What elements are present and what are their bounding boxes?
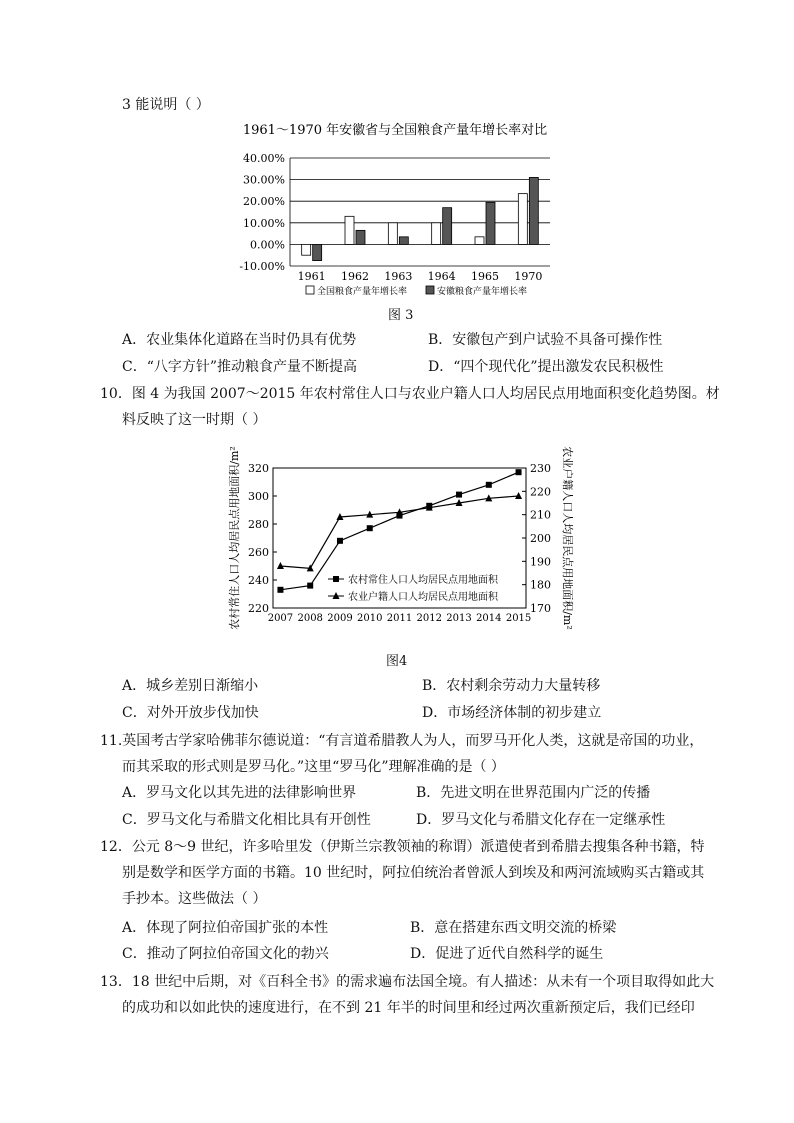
x-tick-label: 2008 xyxy=(297,613,323,624)
right-tick-label: 230 xyxy=(530,462,551,475)
y-tick-label: 40.00% xyxy=(243,152,285,165)
x-tick-label: 2014 xyxy=(476,613,502,624)
legend-marker-square xyxy=(333,576,339,582)
q12-stem-line2: 别是数学和医学方面的书籍。10 世纪时，阿拉伯统治者曾派人到埃及和两河流域购买古籍或其 xyxy=(122,865,705,881)
y-tick-label: 30.00% xyxy=(243,173,285,187)
x-tick-label: 2012 xyxy=(416,613,442,624)
marker-square xyxy=(486,482,492,488)
left-tick-label: 220 xyxy=(248,602,269,615)
marker-triangle xyxy=(277,562,284,569)
chart-title: 1961～1970 年安徽省与全国粮食产量年增长率对比 xyxy=(242,123,548,138)
x-tick-label: 1963 xyxy=(384,270,413,283)
land-area-line-chart xyxy=(228,440,574,640)
q13-stem-line2: 的成功和以如此快的速度进行，在不到 21 年半的时间里和经过两次重新预定后，我们已经印 xyxy=(122,1000,695,1016)
bar-anhui xyxy=(529,177,538,244)
y-tick-label: 0.00% xyxy=(250,238,285,252)
q11-option-b[interactable]: B．先进文明在世界范围内广泛的传播 xyxy=(416,785,651,801)
figure3-label: 图 3 xyxy=(388,308,414,323)
right-tick-label: 220 xyxy=(530,485,551,499)
bar-national xyxy=(345,216,354,244)
line-rural-resident xyxy=(280,472,518,590)
bar-anhui xyxy=(399,237,408,245)
q10-stem-line1: 10．图 4 为我国 2007～2015 年农村常住人口与农业户籍人口人均居民点用地面积变化趋势图。材 xyxy=(100,386,720,402)
marker-square xyxy=(337,538,343,544)
q10-option-d[interactable]: D．市场经济体制的初步建立 xyxy=(422,705,602,721)
q10-option-b[interactable]: B．农村剩余劳动力大量转移 xyxy=(422,678,601,694)
x-tick-label: 2013 xyxy=(446,613,472,624)
x-tick-label: 1964 xyxy=(427,270,456,283)
legend-swatch-anhui xyxy=(426,286,434,294)
bar-national xyxy=(475,237,484,245)
left-tick-label: 300 xyxy=(248,490,269,503)
q11-option-a[interactable]: A．罗马文化以其先进的法律影响世界 xyxy=(122,785,357,801)
x-tick-label: 2015 xyxy=(505,613,532,624)
q10-option-a[interactable]: A．城乡差别日渐缩小 xyxy=(122,678,259,694)
q11-option-d[interactable]: D．罗马文化与希腊文化存在一定继承性 xyxy=(416,812,666,828)
bar-national xyxy=(432,223,441,245)
legend-label-national: 全国粮食产量年增长率 xyxy=(317,287,408,297)
x-tick-label: 1965 xyxy=(471,270,499,283)
marker-square xyxy=(367,525,373,531)
line-agri-registered xyxy=(280,496,518,568)
marker-triangle xyxy=(515,492,522,499)
bar-national xyxy=(302,244,311,255)
right-tick-label: 170 xyxy=(530,602,551,615)
bar-anhui xyxy=(356,230,365,244)
q9-option-c[interactable]: C．“八字方针”推动粮食产量不断提高 xyxy=(122,359,358,375)
legend-label-rural: 农村常住人口人均居民点用地面积 xyxy=(348,575,498,586)
x-tick-label: 1970 xyxy=(514,270,543,283)
right-tick-label: 210 xyxy=(530,508,551,522)
legend-label-agri: 农业户籍人口人均居民点用地面积 xyxy=(348,592,498,603)
q10-option-c[interactable]: C．对外开放步伐加快 xyxy=(122,705,259,721)
bar-anhui xyxy=(313,244,322,260)
right-tick-label: 180 xyxy=(530,578,551,592)
left-tick-label: 260 xyxy=(248,546,269,559)
q13-stem-line1: 13．18 世纪中后期，对《百科全书》的需求遍布法国全境。有人描述：从未有一个项目取得如此大 xyxy=(100,974,715,990)
q10-stem-line2: 料反映了这一时期（ ） xyxy=(122,412,267,428)
x-tick-label: 2011 xyxy=(386,613,413,624)
left-tick-label: 280 xyxy=(248,518,269,531)
bar-anhui xyxy=(486,202,495,244)
q11-stem-line1: 11.英国考古学家哈佛菲尔德说道：“有言道希腊教人为人，而罗马开化人类，这就是帝国的功业， xyxy=(100,733,704,749)
q12-stem-line1: 12．公元 8～9 世纪，许多哈里发（伊斯兰宗教领袖的称谓）派遣使者到希腊去搜集各种书籍，特 xyxy=(100,839,705,855)
q11-option-c[interactable]: C．罗马文化与希腊文化相比具有开创性 xyxy=(122,812,371,828)
x-tick-label: 2010 xyxy=(357,613,383,624)
bar-national xyxy=(518,194,527,245)
bar-anhui xyxy=(443,208,452,245)
legend-label-anhui: 安徽粮食产量年增长率 xyxy=(437,287,528,297)
y-tick-label: 20.00% xyxy=(243,195,285,209)
q9-option-b[interactable]: B．安徽包产到户试验不具备可操作性 xyxy=(428,332,663,348)
q12-option-a[interactable]: A．体现了阿拉伯帝国扩张的本性 xyxy=(122,920,329,936)
right-tick-label: 190 xyxy=(530,555,551,569)
x-tick-label: 1961 xyxy=(297,270,326,283)
x-tick-label: 1962 xyxy=(341,270,369,283)
q9-stem-tail: 3 能说明（ ） xyxy=(122,97,210,113)
x-tick-label: 2007 xyxy=(267,613,294,624)
legend-swatch-national xyxy=(306,286,314,294)
left-tick-label: 240 xyxy=(248,574,269,587)
marker-square xyxy=(307,583,313,589)
q12-stem-line3: 手抄本。这些做法（ ） xyxy=(122,891,267,907)
marker-square xyxy=(456,492,462,498)
q9-option-d[interactable]: D．“四个现代化”提出激发农民积极性 xyxy=(428,359,664,375)
q9-option-a[interactable]: A．农业集体化道路在当时仍具有优势 xyxy=(122,332,357,348)
q12-option-d[interactable]: D．促进了近代自然科学的诞生 xyxy=(410,946,604,962)
figure4-label: 图4 xyxy=(386,654,408,669)
right-tick-label: 200 xyxy=(530,532,551,545)
left-tick-label: 320 xyxy=(248,462,269,475)
right-axis-label: 农业户籍人口人均居民点用地面积/m² xyxy=(561,446,574,630)
y-tick-label: -10.00% xyxy=(239,260,285,273)
y-tick-label: 10.00% xyxy=(243,216,285,230)
x-tick-label: 2009 xyxy=(327,613,353,624)
grain-growth-bar-chart xyxy=(220,118,570,298)
marker-square xyxy=(277,587,283,593)
q11-stem-line2: 而其采取的形式则是罗马化。”这里“罗马化”理解准确的是（ ） xyxy=(122,759,505,775)
q12-option-c[interactable]: C．推动了阿拉伯帝国文化的勃兴 xyxy=(122,946,329,962)
bar-national xyxy=(388,223,397,245)
q12-option-b[interactable]: B．意在搭建东西文明交流的桥梁 xyxy=(410,920,617,936)
left-axis-label: 农村常住人口人均居民点用地面积/m² xyxy=(228,446,241,630)
marker-square xyxy=(516,469,522,475)
